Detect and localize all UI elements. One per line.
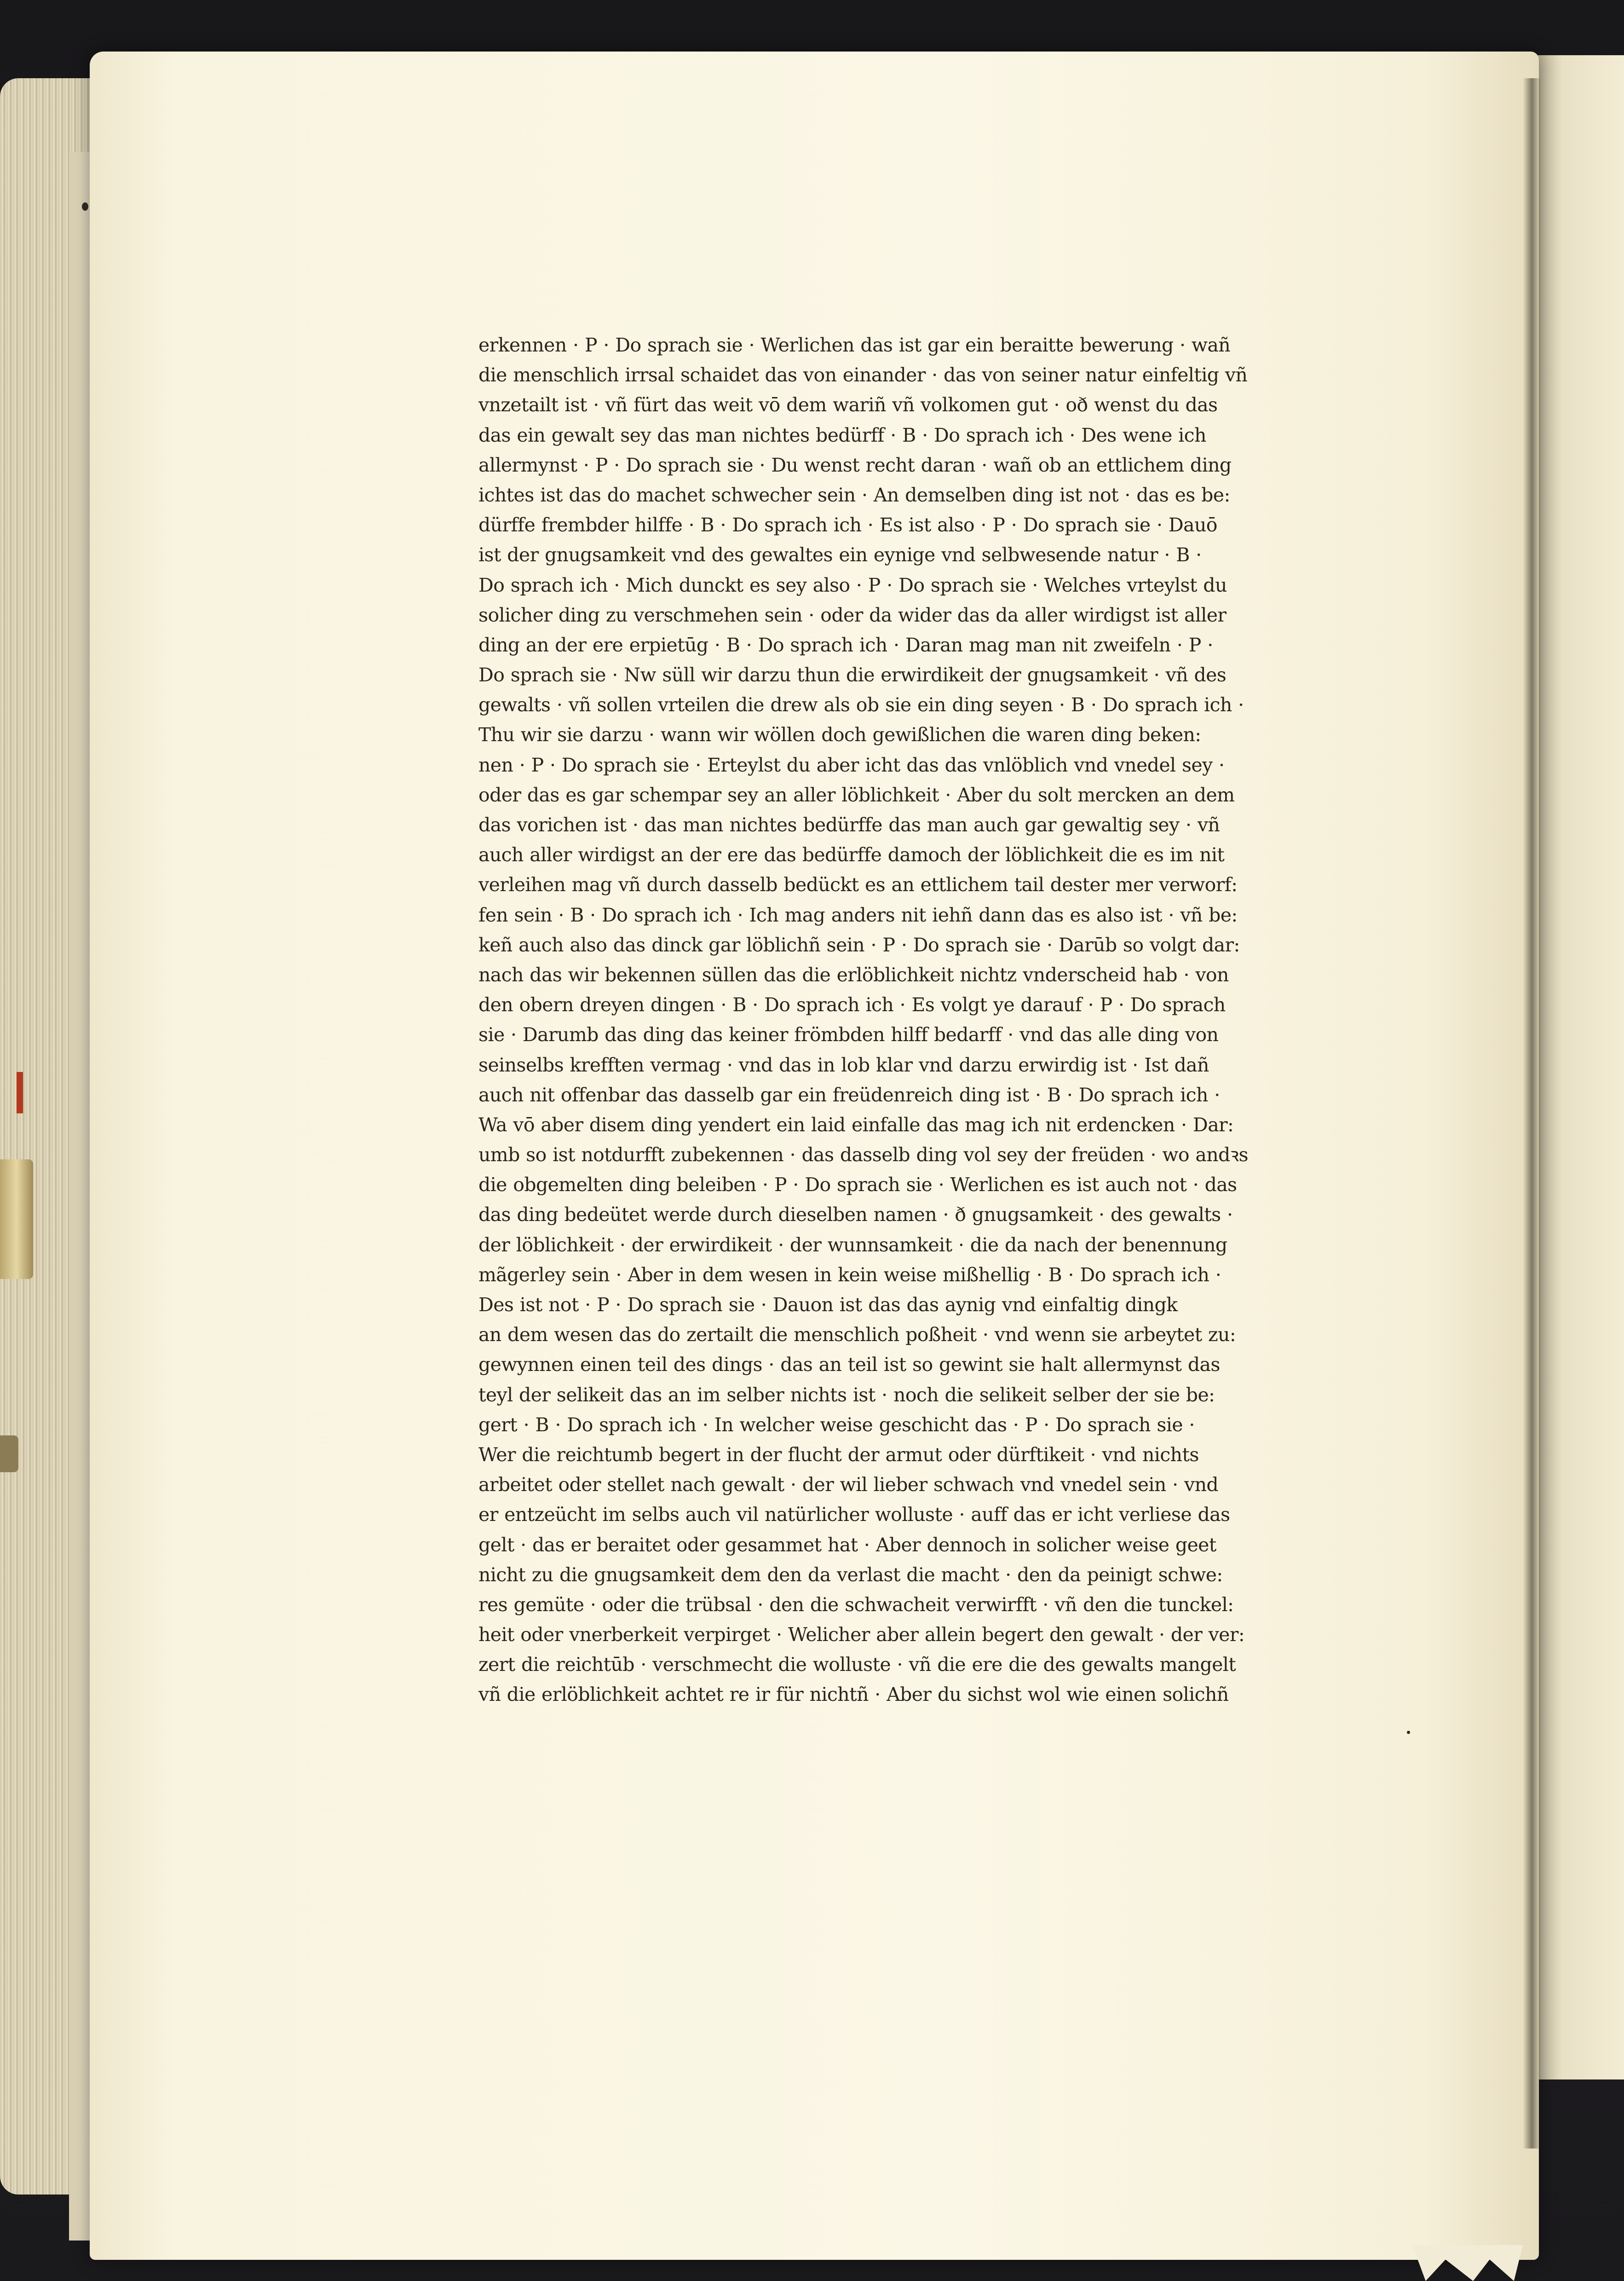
text-line: gert · B · Do sprach ich · In welcher weise geschicht das · P · Do sprach sie · (478, 1413, 1195, 1436)
text-line: erkennen · P · Do sprach sie · Werlichen das ist gar ein beraitte bewerung · wañ (478, 334, 1231, 356)
facing-page (1537, 55, 1624, 2079)
text-line: das ein gewalt sey das man nichtes bedürff · B · Do sprach ich · Des wene ich (478, 424, 1206, 446)
text-line: gelt · das er beraitet oder gesammet hat · Aber dennoch in solicher weise geet (478, 1533, 1216, 1556)
text-line: solicher ding zu verschmehen sein · oder da wider das da aller wirdigst ist aller (478, 604, 1227, 626)
ink-dot-mark (82, 202, 88, 211)
text-line: Wer die reichtumb begert in der flucht der armut oder dürftikeit · vnd nichts (478, 1443, 1199, 1466)
text-line: oder das es gar schempar sey an aller löblichkeit · Aber du solt mercken an dem (478, 783, 1235, 806)
text-line: er entzeücht im selbs auch vil natürlicher wolluste · auff das er icht verliese das (478, 1503, 1230, 1526)
text-line: verleihen mag vñ durch dasselb bedückt es an ettlichem tail dester mer verworf: (478, 874, 1238, 896)
book-gutter (1523, 78, 1541, 2149)
text-line: die menschlich irrsal schaidet das von einander · das von seiner natur einfeltig vñ (478, 364, 1248, 386)
text-line: keñ auch also das dinck gar löblichñ sein · P · Do sprach sie · Darūb so volgt dar: (478, 933, 1240, 956)
book-clasp (0, 1159, 33, 1279)
text-line: nach das wir bekennen süllen das die erlöblichkeit nichtz vnderscheid hab · von (478, 963, 1229, 986)
text-line: mãgerley sein · Aber in dem wesen in kein weise mißhellig · B · Do sprach ich · (478, 1263, 1221, 1286)
text-line: das vorichen ist · das man nichtes bedürffe das man auch gar gewaltig sey · vñ (478, 814, 1220, 836)
text-line: nen · P · Do sprach sie · Erteylst du aber icht das das vnlöblich vnd vnedel sey · (478, 754, 1225, 776)
red-page-marker (17, 1072, 23, 1113)
text-line: die obgemelten ding beleiben · P · Do sprach sie · Werlichen es ist auch not · das (478, 1174, 1237, 1196)
text-line: res gemüte · oder die trübsal · den die schwacheit verwirfft · vñ den die tunckel: (478, 1593, 1234, 1616)
text-line: umb so ist notdurfft zubekennen · das dasselb ding vol sey der freüden · wo andꝛs (478, 1144, 1248, 1166)
text-column (478, 330, 1353, 1710)
text-line: vñ die erlöblichkeit achtet re ir für nichtñ · Aber du sichst wol wie einen solichñ (478, 1683, 1229, 1706)
text-line: den obern dreyen dingen · B · Do sprach ich · Es volgt ye darauf · P · Do sprach (478, 994, 1226, 1016)
text-line: der löblichkeit · der erwirdikeit · der wunnsamkeit · die da nach der benennung (478, 1233, 1227, 1256)
text-line: seinselbs krefften vermag · vnd das in lob klar vnd darzu erwirdig ist · Ist dañ (478, 1054, 1209, 1076)
text-line: gewynnen einen teil des dings · das an teil ist so gewint sie halt allermynst das (478, 1354, 1220, 1376)
text-line: ichtes ist das do machet schwecher sein · An demselben ding ist not · das es be: (478, 484, 1230, 506)
text-line: auch nit offenbar das dasselb gar ein freüdenreich ding ist · B · Do sprach ich · (478, 1083, 1220, 1106)
text-line: sie · Darumb das ding das keiner frömbden hilff bedarff · vnd das alle ding von (478, 1024, 1219, 1046)
text-line: arbeitet oder stellet nach gewalt · der wil lieber schwach vnd vnedel sein · vnd (478, 1474, 1219, 1496)
text-line: nicht zu die gnugsamkeit dem den da verlast die macht · den da peinigt schwe: (478, 1563, 1223, 1586)
text-line: Wa vō aber disem ding yendert ein laid einfalle das mag ich nit erdencken · Dar: (478, 1113, 1234, 1136)
text-line: dürffe frembder hilffe · B · Do sprach ich · Es ist also · P · Do sprach sie · Dauō (478, 514, 1217, 536)
text-line: Do sprach sie · Nw süll wir darzu thun die erwirdikeit der gnugsamkeit · vñ des (478, 664, 1227, 686)
text-line: Des ist not · P · Do sprach sie · Dauon ist das das aynig vnd einfaltig dingk (478, 1294, 1178, 1316)
text-line: fen sein · B · Do sprach ich · Ich mag anders nit iehñ dann das es also ist · vñ be: (478, 904, 1238, 926)
book-page-edges (0, 78, 97, 2195)
text-line: Do sprach ich · Mich dunckt es sey also · P · Do sprach sie · Welches vrteylst du (478, 574, 1227, 596)
text-line: ist der gnugsamkeit vnd des gewaltes ein eynige vnd selbwesende natur · B · (478, 544, 1202, 566)
text-line: Thu wir sie darzu · wann wir wöllen doch gewißlichen die waren ding beken: (478, 724, 1201, 746)
text-line: das ding bedeütet werde durch dieselben namen · ð gnugsamkeit · des gewalts · (478, 1204, 1233, 1226)
text-line: zert die reichtūb · verschmecht die wolluste · vñ die ere die des gewalts mangelt (478, 1653, 1236, 1676)
text-line: an dem wesen das do zertailt die menschlich poßheit · vnd wenn sie arbeytet zu: (478, 1324, 1236, 1346)
text-line: allermynst · P · Do sprach sie · Du wenst recht daran · wañ ob an ettlichem ding (478, 454, 1232, 476)
text-line: gewalts · vñ sollen vrteilen die drew als ob sie ein ding seyen · B · Do sprach ich · (478, 694, 1244, 716)
ink-dot-mark-small (1407, 1731, 1410, 1734)
text-line: heit oder vnerberkeit verpirget · Welicher aber allein begert den gewalt · der ver: (478, 1624, 1245, 1646)
text-line: ding an der ere erpietūg · B · Do sprach ich · Daran mag man nit zweifeln · P · (478, 634, 1213, 656)
text-line: teyl der selikeit das an im selber nichts ist · noch die selikeit selber der sie be: (478, 1383, 1215, 1406)
book-clasp-small (0, 1435, 18, 1472)
text-line: vnzetailt ist · vñ fürt das weit vō dem wariñ vñ volkomen gut · oð wenst du das (478, 394, 1218, 416)
text-line: auch aller wirdigst an der ere das bedürffe damoch der löblichkeit die es im nit (478, 844, 1225, 866)
